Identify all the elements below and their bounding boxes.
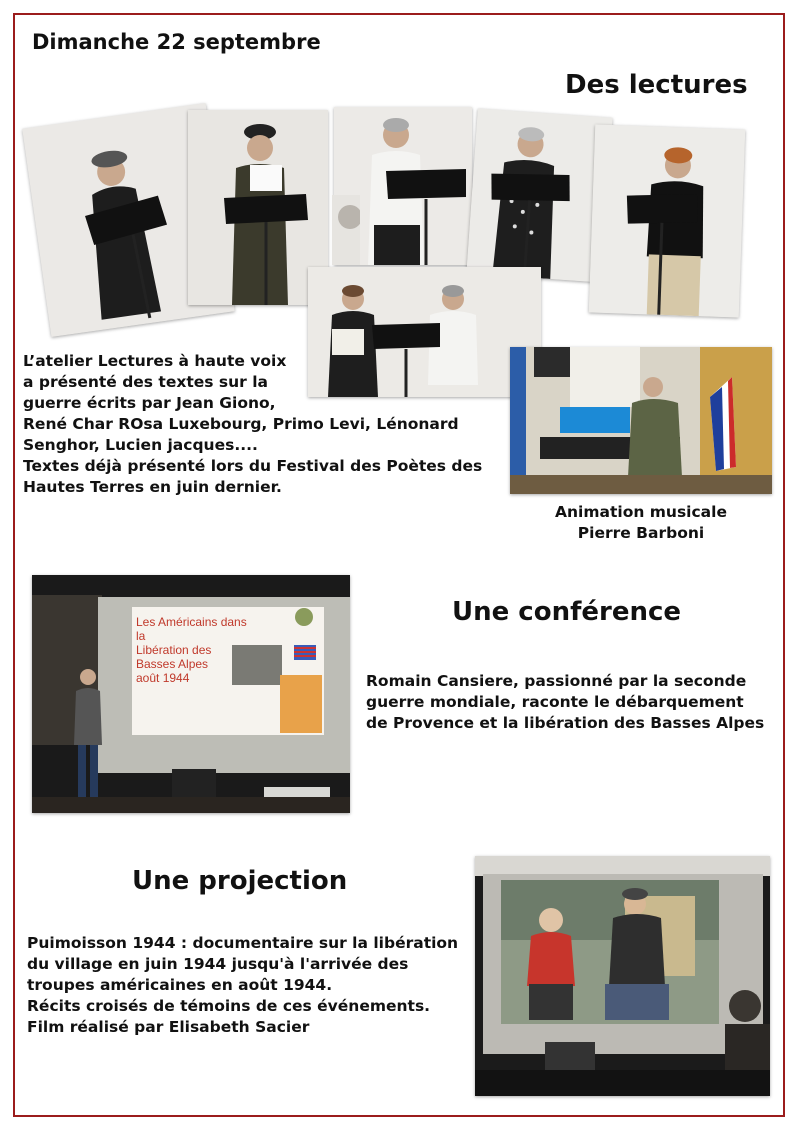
- music-caption-line-2: Pierre Barboni: [577, 524, 705, 542]
- lectures-line-7: Hautes Terres en juin dernier.: [23, 478, 282, 496]
- reader-photo-5: [589, 124, 745, 317]
- lectures-line-5: Senghor, Lucien jacques....: [23, 436, 258, 454]
- slide-title-line-4: août 1944: [136, 671, 190, 685]
- lectures-line-6: Textes déjà présenté lors du Festival des Poètes des: [23, 457, 483, 475]
- music-caption-line-1: Animation musicale: [555, 503, 727, 521]
- lectures-line-1: L’atelier Lectures à haute voix: [23, 352, 287, 370]
- projection-photo: [475, 856, 770, 1096]
- reader-photo-2: [188, 110, 328, 305]
- projection-line-2: du village en juin 1944 jusqu'à l'arrivée des: [27, 955, 409, 973]
- music-caption: [547, 502, 735, 544]
- conference-line-2: guerre mondiale, raconte le débarquement: [366, 693, 744, 711]
- event-date: Dimanche 22 septembre: [32, 30, 321, 54]
- conference-line-1: Romain Cansiere, passionné par la seconde: [366, 672, 747, 690]
- conference-photo: [32, 575, 350, 813]
- conference-paragraph: [366, 671, 776, 734]
- conference-line-3: de Provence et la libération des Basses Alpes: [366, 714, 765, 732]
- audience-fragment: [332, 195, 360, 265]
- section-title-conference: Une conférence: [452, 597, 682, 627]
- lectures-line-4: René Char ROsa Luxebourg, Primo Levi, Lénonard: [23, 415, 459, 433]
- slide-title-line-1: Les Américains dans la: [136, 615, 247, 643]
- section-title-projection: Une projection: [132, 866, 348, 896]
- lectures-line-2: a présenté des textes sur la: [23, 373, 268, 391]
- lectures-line-3: guerre écrits par Jean Giono,: [23, 394, 276, 412]
- slide-title-line-2: Libération des: [136, 643, 212, 657]
- projection-line-1: Puimoisson 1944 : documentaire sur la libération: [27, 934, 459, 952]
- music-photo: [510, 347, 772, 494]
- projection-line-4: Récits croisés de témoins de ces événements.: [27, 997, 431, 1015]
- slide-title-line-3: Basses Alpes: [136, 657, 209, 671]
- slide-title: [136, 615, 256, 685]
- projection-line-5: Film réalisé par Elisabeth Sacier: [27, 1018, 310, 1036]
- section-title-lectures: Des lectures: [565, 70, 748, 100]
- projection-line-3: troupes américaines en août 1944.: [27, 976, 333, 994]
- projection-paragraph: [27, 933, 467, 1038]
- lectures-paragraph: [23, 351, 503, 498]
